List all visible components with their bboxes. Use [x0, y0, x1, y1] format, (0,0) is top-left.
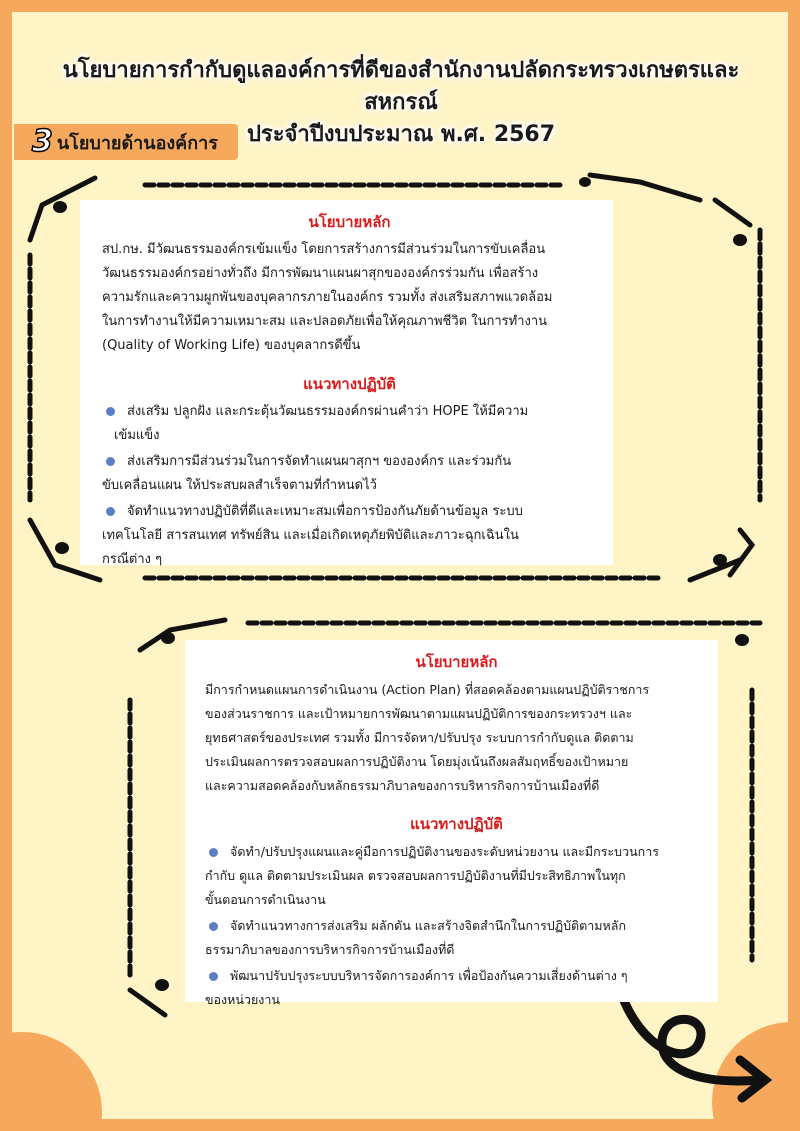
list-item: พัฒนาปรับปรุงระบบบริหารจัดการองค์การ เพื่อป้องกันความเสี่ยงด้านต่าง ๆ ของหน่วยงาน — [205, 968, 628, 1007]
frame1-corner-tr2 — [715, 200, 750, 225]
bullet-dot-icon — [106, 507, 115, 516]
main-policy-line: และความสอดคล้องกับหลักธรรมาภิบาลของการบริหารกิจการบ้านเมืองที่ดี — [205, 778, 600, 793]
title-line-2: ประจำปีงบประมาณ พ.ศ. 2567 — [246, 122, 556, 147]
guideline-heading: แนวทางปฏิบัติ — [410, 815, 503, 833]
title-line-1: นโยบายการกำกับดูแลองค์การที่ดีของสำนักงานปลัดกระทรวงเกษตรและสหกรณ์ — [62, 58, 740, 115]
bullet-dot-icon — [209, 922, 218, 931]
organization-policy-card-2 — [185, 640, 718, 1007]
bullet-dot-icon — [106, 407, 115, 416]
section-label: นโยบายด้านองค์การ — [56, 132, 218, 154]
guideline-list — [205, 840, 708, 1012]
bullet-dot-icon — [209, 848, 218, 857]
main-policy-line: ในการทำงานให้มีความเหมาะสม และปลอดภัยเพื่อให้คุณภาพชีวิต ในการทำงาน — [102, 314, 548, 329]
guideline-list — [102, 400, 597, 572]
main-policy-line: ความรักและความผูกพันของบุคลากรภายในองค์กร รวมทั้ง ส่งเสริมสภาพแวดล้อม — [102, 290, 553, 305]
list-item: ส่งเสริม ปลูกฝัง และกระตุ้นวัฒนธรรมองค์กรผ่านคำว่า HOPE ให้มีความ เข้มแข็ง — [102, 400, 597, 448]
section-number: 3 — [32, 124, 53, 159]
frame1-corner-tr — [590, 175, 700, 200]
bullet-dot-icon — [106, 457, 115, 466]
list-item: จัดทำแนวทางการส่งเสริม ผลักดัน และสร้างจิตสำนึกในการปฏิบัติตามหลัก ธรรมาภิบาลของการบริหารกิจการบ้านเมืองที่ดี — [205, 918, 627, 957]
frame2-corner-bl — [130, 990, 165, 1015]
frame1-corner-br — [730, 530, 752, 575]
main-policy-line: มีการกำหนดแผนการดำเนินงาน (Action Plan) ที่สอดคล้องตามแผนปฏิบัติราชการ — [205, 682, 650, 697]
main-policy-heading: นโยบายหลัก — [308, 213, 391, 231]
list-item: จัดทำ/ปรับปรุงแผนและคู่มือการปฏิบัติงานของระดับหน่วยงาน และมีกระบวนการ กำกับ ดูแล ติดตามประเมินผล ตรวจสอบผลการปฏิบัติงานที่มีประสิทธิภาพในทุก ขั้นตอนการดำเนินงาน — [205, 844, 659, 907]
main-policy-line: ยุทธศาสตร์ของประเทศ รวมทั้ง มีการจัดหา/ปรับปรุง ระบบการกำกับดูแล ติดตาม — [205, 730, 634, 745]
guideline-heading: แนวทางปฏิบัติ — [303, 375, 396, 393]
main-policy-line: (Quality of Working Life) ของบุคลากรดีขึ้น — [102, 338, 361, 353]
list-item: จัดทำแนวทางปฏิบัติที่ดีและเหมาะสมเพื่อการป้องกันภัยด้านข้อมูล ระบบ เทคโนโลยี สารสนเทศ ทรัพย์สิน และเมื่อเกิดเหตุภัยพิบัติและภาวะฉุกเฉินใน กรณีต่าง ๆ — [102, 504, 523, 567]
main-policy-line: ของส่วนราชการ และเป้าหมายการพัฒนาตามแผนปฏิบัติการของกระทรวงฯ และ — [205, 706, 633, 721]
main-policy-line: สป.กษ. มีวัฒนธรรมองค์กรเข้มแข็ง โดยการสร้างการมีส่วนร่วมในการขับเคลื่อน — [102, 242, 546, 257]
main-policy-line: ประเมินผลการตรวจสอบผลการปฏิบัติงาน โดยมุ่งเน้นถึงผลสัมฤทธิ์ของเป้าหมาย — [205, 754, 629, 769]
organization-policy-card-1 — [80, 200, 613, 565]
bullet-dot-icon — [209, 972, 218, 981]
main-policy-heading: นโยบายหลัก — [415, 653, 498, 671]
list-item: ส่งเสริมการมีส่วนร่วมในการจัดทำแผนผาสุกฯ ขององค์กร และร่วมกัน ขับเคลื่อนแผน ให้ประสบผลสำเร็จตามที่กำหนดไว้ — [102, 454, 512, 493]
main-policy-line: วัฒนธรรมองค์กรอย่างทั่วถึง มีการพัฒนาแผนผาสุกขององค์กรร่วมกัน เพื่อสร้าง — [102, 266, 539, 281]
